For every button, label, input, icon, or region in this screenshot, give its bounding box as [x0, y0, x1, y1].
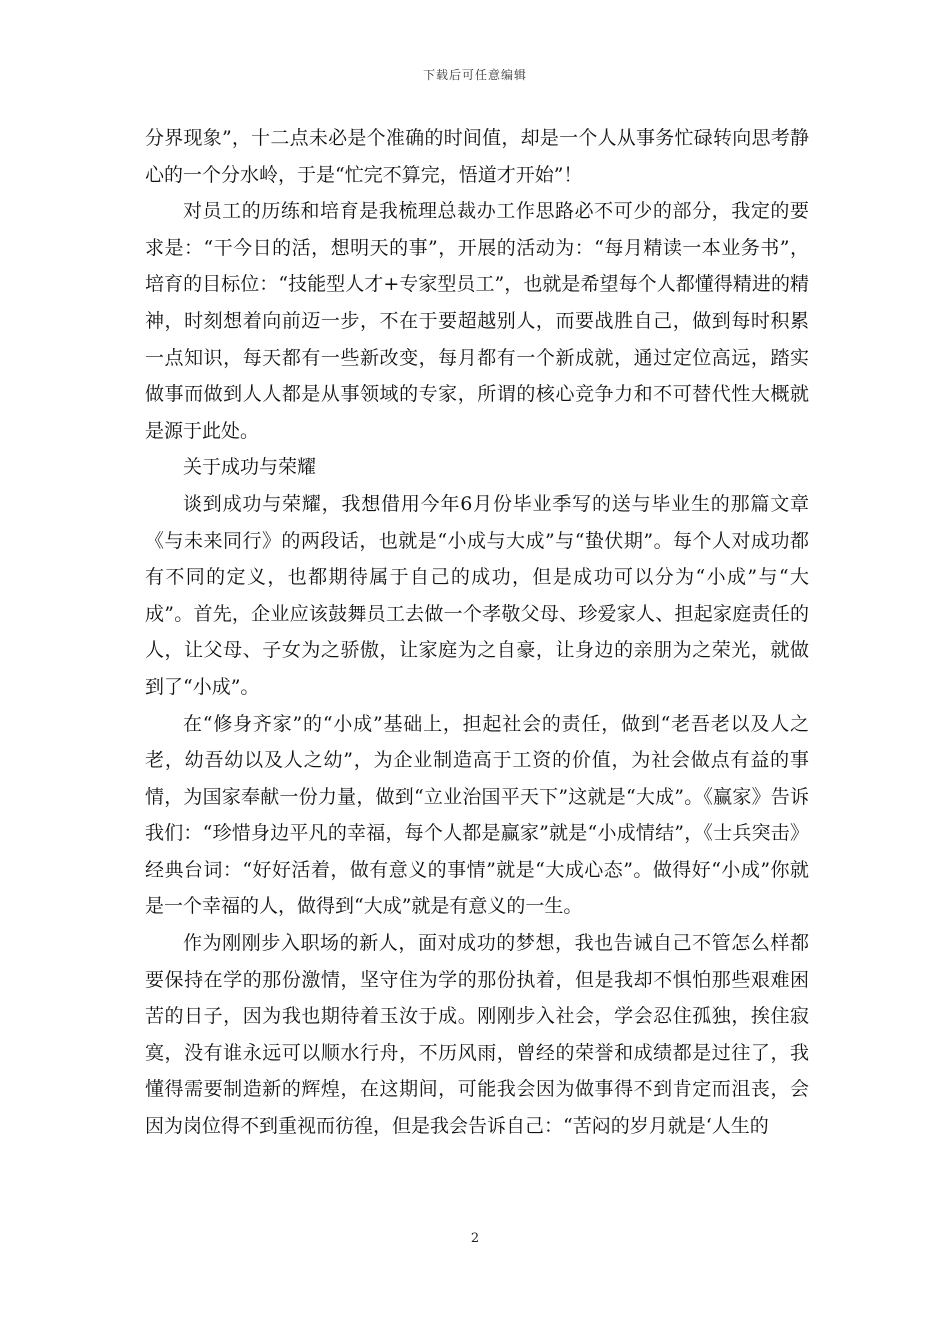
paragraph: 谈到成功与荣耀，我想借用今年6月份毕业季写的送与毕业生的那篇文章《与未来同行》的两段话，也就是“小成与大成”与“蛰伏期”。每个人对成功都有不同的定义，也都期待属于自己的成功，但是成功可以分为“小成”与“大成”。首先，企业应该鼓舞员工去做一个孝敬父母、珍爱家人、担起家庭责任的人，让父母、子女为之骄傲，让家庭为之自豪，让身边的亲朋为之荣光，就做到了“小成”。 — [145, 492, 809, 698]
section-heading: 关于成功与荣耀 — [183, 456, 317, 479]
page-number: 2 — [470, 1231, 480, 1246]
document-body — [145, 120, 809, 1145]
paragraph: 分界现象”，十二点未必是个准确的时间值，却是一个人从事务忙碌转向思考静心的一个分水岭，于是“忙完不算完，悟道才开始”！ — [145, 127, 809, 186]
paragraph: 对员工的历练和培育是我梳理总裁办工作思路必不可少的部分，我定的要求是：“干今日的活，想明天的事”，开展的活动为：“每月精读一本业务书”，培育的目标位：“技能型人才+专家型员工”，也就是希望每个人都懂得精进的精神，时刻想着向前迈一步，不在于要超越别人，而要战胜自己，做到每时积累一点知识，每天都有一些新改变，每月都有一个新成就，通过定位高远，踏实做事而做到人人都是从事领域的专家，所谓的核心竞争力和不可替代性大概就是源于此处。 — [145, 200, 809, 442]
paragraph: 在“修身齐家”的“小成”基础上，担起社会的责任，做到“老吾老以及人之老，幼吾幼以及人之幼”，为企业制造高于工资的价值，为社会做点有益的事情，为国家奉献一份力量，做到“立业治国平天下”这就是“大成”。《赢家》告诉我们：“珍惜身边平凡的幸福，每个人都是赢家”就是“小成情结”，《士兵突击》经典台词：“好好活着，做有意义的事情”就是“大成心态”。做得好“小成”你就是一个幸福的人，做得到“大成”就是有意义的一生。 — [145, 712, 809, 918]
paragraph: 作为刚刚步入职场的新人，面对成功的梦想，我也告诫自己不管怎么样都要保持在学的那份激情，坚守住为学的那份执着，但是我却不惧怕那些艰难困苦的日子，因为我也期待着玉汝于成。刚刚步入社会，学会忍住孤独，挨住寂寞，没有谁永远可以顺水行舟，不历风雨，曾经的荣誉和成绩都是过往了，我懂得需要制造新的辉煌，在这期间，可能我会因为做事得不到肯定而沮丧，会因为岗位得不到重视而彷徨，但是我会告诉自己：“苦闷的岁月就是‘人生的 — [145, 932, 809, 1138]
page-header: 下载后可任意编辑 — [422, 68, 527, 82]
